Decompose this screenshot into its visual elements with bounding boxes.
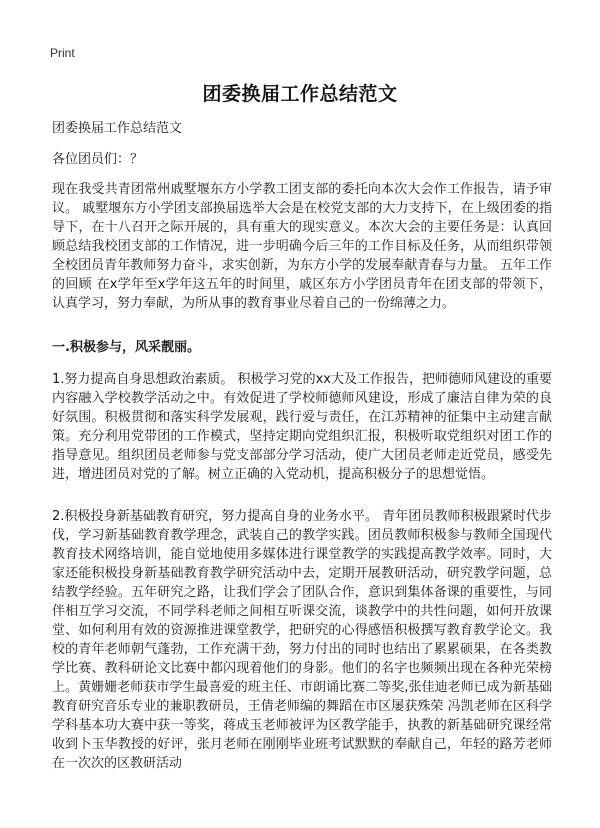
greeting-line: 各位团员们：？ (52, 152, 144, 167)
intro-paragraph: 现在我受共青团常州戚墅堰东方小学教工团支部的委托向本次大会作工作报告，请予审议。 戚墅堰东方小学团支部换届选举大会是在校党支部的大力支持下，在上级团委的指导下，在十八召开之际开展的，具有重大的现实意义。本次大会的主要任务是：认真回顾总结我校团支部的工作情况，进一步明确今后三年的工作目标及任务，从而组织带领全校团员青年教师努力奋斗，求实创新，为东方小学的发展奉献青春与力量。 五年工作的回顾 在x学年至x学年这五年的时间里，戚区东方小学团员青年在团支部的带领下，认真学习，努力奉献，为所从事的教育事业尽着自己的一份绵薄之力。 (52, 182, 552, 311)
body-paragraph-2: 2.积极投身新基础教育研究，努力提高自身的业务水平。 青年团员教师积极跟紧时代步伐，学习新基础教育教学理念，武装自己的教学实践。团员教师积极参与教师全国现代教育技术网络培训，能自觉地使用多媒体进行课堂教学的实践提高教学效率。同时，大家还能积极投身新基础教育教学研究活动中去，定期开展教研活动，研究教学问题，总结教学经验。五年研究之路，让我们学会了团队合作，意识到集体备课的重要性，与同伴相互学习交流，不同学科老师之间相互听课交流，谈教学中的共性问题，如何开放课堂、如何利用有效的资源推进课堂教学，把研究的心得感悟积极撰写教育教学论文。我校的青年老师朝气蓬勃，工作充满干劲，努力付出的同时也结出了累累硕果，在各类教学比赛、教科研论文比赛中都闪现着他们的身影。他们的名字也频频出现在各种光荣榜上。黄姗姗老师获市学生最喜爱的班主任、市朗诵比赛二等奖,张佳迪老师已成为新基础教育研究音乐专业的兼职教研员，王倩老师编的舞蹈在市区屡获殊荣 冯凯老师在区科学学科基本功大赛中获一等奖，蒋成玉老师被评为区教学能手，执教的新基础研究课经常收到卜玉华教授的好评，张月老师在刚刚毕业班考试默默的奉献自己，年轻的路芳老师在一次次的区教研活动 (52, 509, 552, 771)
print-label[interactable]: Print (50, 46, 75, 60)
document-title: 团委换届工作总结范文 (202, 83, 398, 105)
body-paragraph-1: 1.努力提高自身思想政治素质。 积极学习党的xx大及工作报告，把师德师风建设的重要内容融入学校教学活动之中。有效促进了学校师德师风建设，形成了廉洁自律为荣的良好氛围。积极贯彻和落实科学发展观，践行爱与责任，在江苏精神的征集中主动建言献策。充分利用党带团的工作模式，坚持定期向党组织汇报，积极听取党组织对团工作的指导意见。组织团员老师参与党支部部分学习活动，使广大团员老师走近党员，感受先进，增进团员对党的了解。树立正确的入党动机，提高积极分子的思想觉悟。 (52, 372, 552, 482)
section-heading: 一.积极参与，风采靓丽。 (52, 340, 200, 355)
document-subtitle: 团委换届工作总结范文 (52, 121, 183, 136)
